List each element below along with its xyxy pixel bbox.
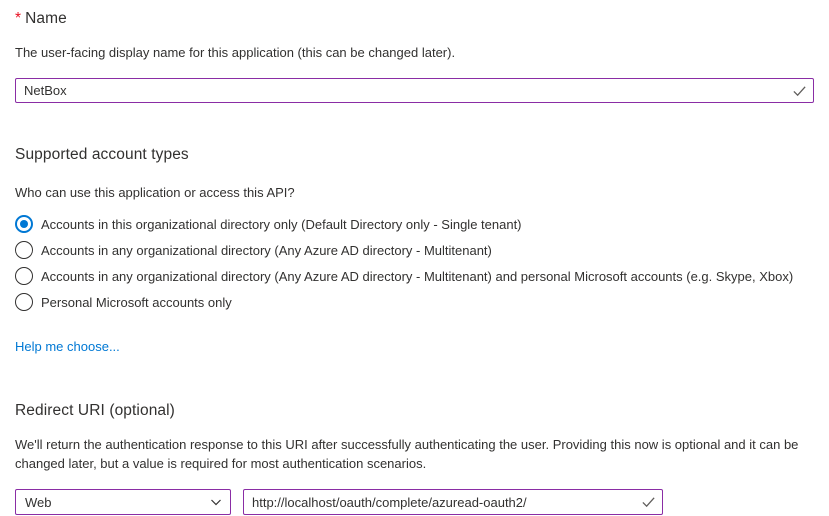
platform-select[interactable] xyxy=(15,489,231,515)
account-types-radio-group xyxy=(15,211,815,315)
name-input[interactable] xyxy=(15,78,814,103)
name-description: The user-facing display name for this application (this can be changed later). xyxy=(15,45,456,60)
chevron-down-icon xyxy=(208,495,223,510)
radio-button-icon[interactable] xyxy=(15,241,33,259)
name-label: Name xyxy=(25,10,67,27)
name-field-wrap xyxy=(15,78,814,103)
platform-select-value: Web xyxy=(25,494,52,510)
redirect-uri-description: We'll return the authentication response to this URI after successfully authenticating the user. Providing this now is optional and it can be changed later, but a value is required for most authentication scenarios. xyxy=(15,437,799,471)
redirect-uri-heading: Redirect URI (optional) xyxy=(15,402,175,419)
radio-label[interactable]: Accounts in any organizational directory (Any Azure AD directory - Multitenant) and personal Microsoft accounts (e.g. Skype, Xbox) xyxy=(41,268,794,284)
redirect-uri-row xyxy=(15,489,815,515)
radio-multitenant[interactable] xyxy=(15,237,815,263)
name-section-heading xyxy=(15,10,815,28)
radio-dot xyxy=(20,272,28,280)
uri-field-wrap xyxy=(243,489,663,515)
account-types-question: Who can use this application or access this API? xyxy=(15,185,295,200)
help-me-choose-link[interactable]: Help me choose... xyxy=(15,339,120,354)
radio-button-icon[interactable] xyxy=(15,293,33,311)
redirect-uri-input[interactable] xyxy=(243,489,663,515)
radio-single-tenant[interactable] xyxy=(15,211,815,237)
radio-label[interactable]: Accounts in this organizational directory only (Default Directory only - Single tenant) xyxy=(41,216,522,232)
radio-multitenant-personal[interactable] xyxy=(15,263,815,289)
radio-label[interactable]: Personal Microsoft accounts only xyxy=(41,294,232,310)
radio-label[interactable]: Accounts in any organizational directory (Any Azure AD directory - Multitenant) xyxy=(41,242,492,258)
account-types-heading: Supported account types xyxy=(15,146,189,163)
radio-dot xyxy=(20,246,28,254)
radio-personal-only[interactable] xyxy=(15,289,815,315)
radio-button-icon[interactable] xyxy=(15,267,33,285)
radio-dot xyxy=(20,298,28,306)
radio-button-icon[interactable] xyxy=(15,215,33,233)
radio-dot xyxy=(20,220,28,228)
required-asterisk: * xyxy=(15,10,22,27)
